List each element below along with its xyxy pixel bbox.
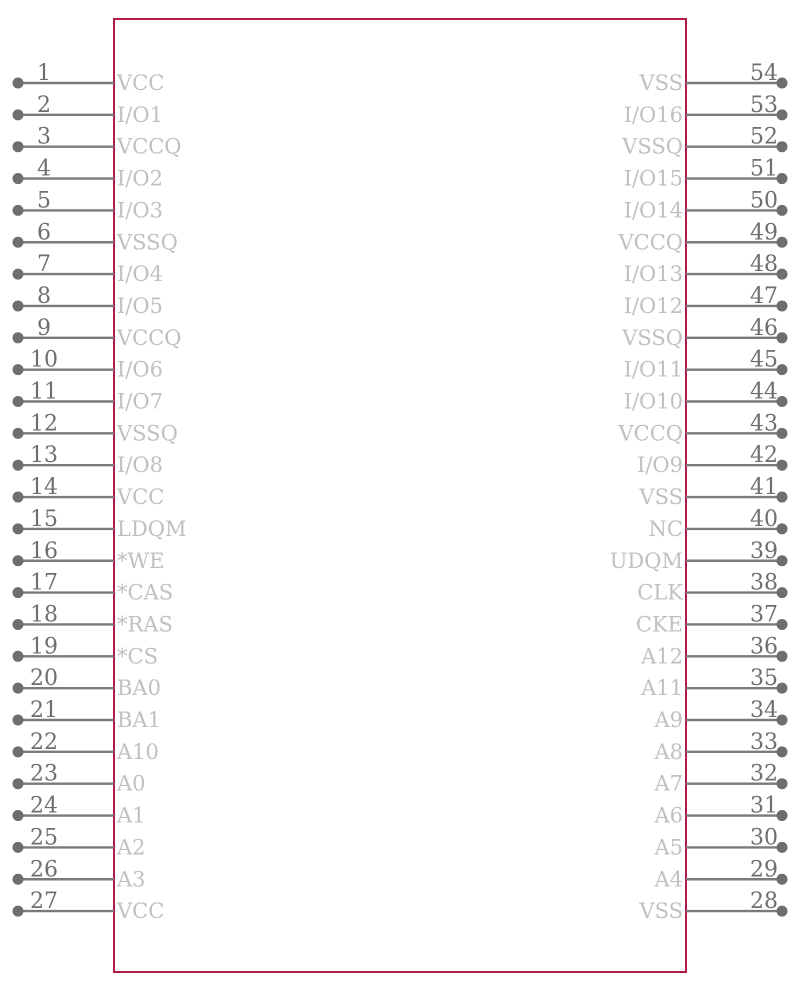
pin-number: 29 xyxy=(750,857,778,883)
pin-endpoint xyxy=(777,141,788,152)
pin-endpoint xyxy=(777,874,788,885)
pin-name: NC xyxy=(648,516,683,541)
pin-name: *CAS xyxy=(117,580,174,605)
pin-47 xyxy=(624,284,788,318)
pin-34 xyxy=(653,698,787,732)
pin-name: LDQM xyxy=(117,516,187,541)
pin-name: A9 xyxy=(654,708,683,732)
pin-42 xyxy=(637,443,787,477)
pin-5 xyxy=(13,188,163,222)
pin-endpoint xyxy=(13,874,24,885)
pin-endpoint xyxy=(13,683,24,694)
pin-37 xyxy=(636,602,788,636)
pin-15 xyxy=(13,507,187,541)
pin-2 xyxy=(13,93,163,127)
pin-number: 11 xyxy=(30,379,58,405)
pin-number: 28 xyxy=(750,889,778,915)
pin-46 xyxy=(621,316,787,350)
pin-name: I/O9 xyxy=(637,453,683,478)
pin-number: 23 xyxy=(30,761,58,787)
pin-endpoint xyxy=(13,842,24,853)
pin-number: 3 xyxy=(37,124,51,150)
pin-11 xyxy=(13,380,163,414)
pin-name: A5 xyxy=(654,835,683,860)
pin-31 xyxy=(653,794,787,828)
pin-number: 14 xyxy=(30,475,58,501)
pin-12 xyxy=(13,411,178,445)
pin-name: CKE xyxy=(635,612,683,637)
pin-name: VCCQ xyxy=(117,134,182,159)
pin-26 xyxy=(13,857,146,891)
pin-14 xyxy=(13,475,165,509)
pin-endpoint xyxy=(777,842,788,853)
pin-13 xyxy=(13,443,163,477)
pin-number: 10 xyxy=(30,347,58,373)
pin-endpoint xyxy=(777,205,788,216)
pin-name: *RAS xyxy=(117,612,173,637)
pin-endpoint xyxy=(13,651,24,662)
pin-16 xyxy=(13,539,165,573)
pin-endpoint xyxy=(777,906,788,917)
pin-number: 7 xyxy=(37,252,51,278)
pin-number: 45 xyxy=(750,347,778,373)
pin-name: VSS xyxy=(639,485,683,510)
pin-endpoint xyxy=(13,141,24,152)
pin-endpoint xyxy=(777,523,788,534)
pin-endpoint xyxy=(777,428,788,439)
right-pin-group xyxy=(610,61,788,923)
pin-name: BA1 xyxy=(117,708,161,732)
pin-number: 20 xyxy=(30,666,58,692)
pin-endpoint xyxy=(777,715,788,726)
pin-7 xyxy=(13,252,163,286)
pin-name: VSSQ xyxy=(622,134,683,159)
pin-endpoint xyxy=(13,396,24,407)
pin-23 xyxy=(13,762,146,796)
pin-6 xyxy=(13,220,178,254)
pin-30 xyxy=(653,825,787,859)
pin-endpoint xyxy=(777,237,788,248)
pin-endpoint xyxy=(13,237,24,248)
pin-28 xyxy=(638,889,787,923)
pin-number: 4 xyxy=(37,156,51,182)
pin-number: 35 xyxy=(750,666,778,692)
pin-endpoint xyxy=(777,651,788,662)
pin-endpoint xyxy=(13,205,24,216)
pin-18 xyxy=(13,602,173,636)
pin-endpoint xyxy=(13,78,24,89)
pin-name: I/O13 xyxy=(623,262,683,287)
pin-10 xyxy=(13,348,163,382)
pin-endpoint xyxy=(13,332,24,343)
pin-number: 53 xyxy=(750,92,778,118)
pin-number: 38 xyxy=(750,570,778,596)
pin-number: 31 xyxy=(750,793,778,819)
pin-name: I/O1 xyxy=(117,102,163,127)
pin-number: 43 xyxy=(750,411,778,437)
pin-number: 51 xyxy=(750,156,778,182)
pin-number: 27 xyxy=(30,889,58,915)
pin-name: A0 xyxy=(117,771,146,796)
pin-number: 8 xyxy=(37,283,51,309)
pin-number: 17 xyxy=(30,570,58,596)
pin-endpoint xyxy=(777,555,788,566)
pin-number: 50 xyxy=(750,188,778,214)
pin-name: A2 xyxy=(117,835,146,860)
pin-name: I/O8 xyxy=(117,453,163,478)
left-pin-group xyxy=(13,61,187,923)
pin-1 xyxy=(13,61,165,95)
pin-name: A1 xyxy=(117,803,146,828)
pin-number: 22 xyxy=(30,729,58,755)
pin-number: 12 xyxy=(30,411,58,437)
pin-44 xyxy=(624,380,788,414)
pin-name: VCCQ xyxy=(618,421,683,446)
pin-endpoint xyxy=(777,460,788,471)
pin-name: *WE xyxy=(117,548,165,573)
pin-name: VCC xyxy=(117,71,165,95)
pin-33 xyxy=(653,730,787,764)
pin-endpoint xyxy=(13,906,24,917)
pin-number: 15 xyxy=(30,506,58,532)
pin-number: 48 xyxy=(750,252,778,278)
pin-number: 2 xyxy=(37,92,51,118)
pin-29 xyxy=(653,857,787,891)
pin-endpoint xyxy=(13,300,24,311)
pin-name: I/O11 xyxy=(623,357,683,382)
pin-endpoint xyxy=(777,396,788,407)
pin-endpoint xyxy=(13,715,24,726)
pin-45 xyxy=(624,348,788,382)
pin-21 xyxy=(13,698,161,732)
pin-endpoint xyxy=(777,332,788,343)
pin-name: VCC xyxy=(117,899,165,924)
pin-endpoint xyxy=(13,523,24,534)
pin-27 xyxy=(13,889,165,923)
pin-number: 34 xyxy=(750,698,778,723)
pin-number: 37 xyxy=(750,602,778,628)
pin-number: 30 xyxy=(750,825,778,851)
pin-name: I/O15 xyxy=(623,166,683,191)
pin-number: 25 xyxy=(30,825,58,851)
pin-number: 41 xyxy=(750,475,778,501)
pin-name: A3 xyxy=(117,867,146,892)
pin-endpoint xyxy=(13,428,24,439)
pin-name: UDQM xyxy=(609,548,683,573)
pin-endpoint xyxy=(13,364,24,375)
pin-number: 32 xyxy=(750,761,778,787)
pin-number: 6 xyxy=(37,220,51,246)
pin-20 xyxy=(13,666,161,700)
pin-number: 9 xyxy=(37,315,51,341)
pin-19 xyxy=(13,634,158,668)
pin-name: BA0 xyxy=(117,676,161,701)
pin-number: 19 xyxy=(30,634,58,660)
pin-endpoint xyxy=(13,109,24,120)
pin-number: 18 xyxy=(30,602,58,628)
pin-number: 40 xyxy=(750,506,778,532)
pin-24 xyxy=(13,794,146,828)
pin-number: 52 xyxy=(750,124,778,150)
pin-name: I/O3 xyxy=(117,198,163,223)
pin-endpoint xyxy=(777,364,788,375)
pin-endpoint xyxy=(13,746,24,757)
pin-endpoint xyxy=(777,78,788,89)
pin-name: A7 xyxy=(654,771,683,796)
pin-52 xyxy=(621,125,787,159)
pin-number: 16 xyxy=(30,538,58,564)
pin-name: A10 xyxy=(117,739,159,764)
pin-name: *CS xyxy=(117,644,158,669)
pin-endpoint xyxy=(777,173,788,184)
pin-32 xyxy=(653,762,787,796)
pin-number: 46 xyxy=(750,315,778,341)
pin-name: A6 xyxy=(654,803,683,828)
pin-54 xyxy=(638,61,787,95)
pin-name: I/O4 xyxy=(117,262,163,287)
pin-name: I/O12 xyxy=(623,293,683,318)
pin-number: 21 xyxy=(30,698,58,723)
pin-50 xyxy=(624,188,788,222)
pin-number: 44 xyxy=(750,379,778,405)
pin-endpoint xyxy=(777,746,788,757)
pin-number: 26 xyxy=(30,857,58,883)
pin-endpoint xyxy=(13,778,24,789)
pin-number: 47 xyxy=(750,283,778,309)
pin-number: 54 xyxy=(750,61,778,86)
pin-36 xyxy=(640,634,787,668)
pin-name: I/O14 xyxy=(623,198,683,223)
pin-endpoint xyxy=(13,173,24,184)
pin-name: VSSQ xyxy=(117,230,178,255)
pin-name: VCCQ xyxy=(117,325,182,350)
pin-number: 13 xyxy=(30,443,58,469)
pin-9 xyxy=(13,316,182,350)
pin-49 xyxy=(617,220,787,254)
pin-name: A4 xyxy=(654,867,683,892)
pin-endpoint xyxy=(13,492,24,503)
pin-4 xyxy=(13,157,163,191)
pin-endpoint xyxy=(777,810,788,821)
pin-name: I/O5 xyxy=(117,293,163,318)
pin-number: 42 xyxy=(750,443,778,469)
pin-name: CLK xyxy=(637,580,683,605)
pin-name: VSSQ xyxy=(117,421,178,446)
pin-39 xyxy=(610,539,788,573)
pin-name: I/O10 xyxy=(623,389,683,414)
pin-endpoint xyxy=(777,300,788,311)
pin-endpoint xyxy=(13,619,24,630)
pin-number: 24 xyxy=(30,793,58,819)
pin-3 xyxy=(13,125,182,159)
pin-name: I/O16 xyxy=(623,102,683,127)
pin-name: A8 xyxy=(654,739,683,764)
pin-name: VCCQ xyxy=(618,230,683,255)
pin-name: I/O2 xyxy=(117,166,163,191)
pin-40 xyxy=(649,507,788,541)
pin-number: 49 xyxy=(750,220,778,246)
pin-51 xyxy=(624,157,788,191)
pin-41 xyxy=(638,475,787,509)
pin-number: 1 xyxy=(37,61,51,86)
pin-endpoint xyxy=(13,810,24,821)
pin-35 xyxy=(640,666,787,700)
pin-48 xyxy=(624,252,788,286)
pin-name: VCC xyxy=(117,485,165,510)
pin-number: 36 xyxy=(750,634,778,660)
pin-endpoint xyxy=(777,778,788,789)
pin-endpoint xyxy=(777,109,788,120)
pin-name: VSS xyxy=(639,899,683,924)
pin-name: VSS xyxy=(639,71,683,95)
pin-name: I/O7 xyxy=(117,389,163,414)
pin-name: A11 xyxy=(641,676,683,701)
pin-name: I/O6 xyxy=(117,357,163,382)
pin-name: VSSQ xyxy=(622,325,683,350)
pin-name: A12 xyxy=(641,644,683,669)
pin-8 xyxy=(13,284,163,318)
pin-endpoint xyxy=(13,269,24,280)
pin-number: 39 xyxy=(750,538,778,564)
pin-38 xyxy=(637,571,787,605)
pin-endpoint xyxy=(777,269,788,280)
pin-endpoint xyxy=(777,492,788,503)
pin-22 xyxy=(13,730,159,764)
pin-endpoint xyxy=(777,587,788,598)
pin-endpoint xyxy=(777,683,788,694)
component-body xyxy=(114,19,686,972)
pin-25 xyxy=(13,825,146,859)
pin-53 xyxy=(624,93,788,127)
pin-43 xyxy=(617,411,787,445)
pin-endpoint xyxy=(777,619,788,630)
pin-number: 33 xyxy=(750,729,778,755)
pin-17 xyxy=(13,571,174,605)
pin-endpoint xyxy=(13,460,24,471)
pin-endpoint xyxy=(13,587,24,598)
pin-number: 5 xyxy=(37,188,51,214)
pin-endpoint xyxy=(13,555,24,566)
